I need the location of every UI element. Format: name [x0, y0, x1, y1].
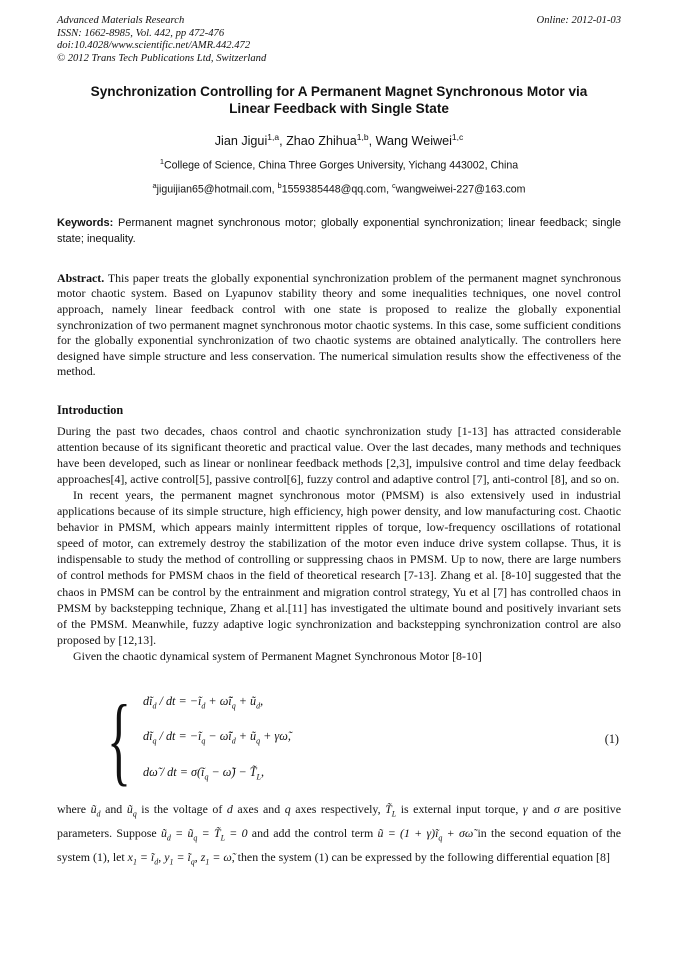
equation-line-2: $dĩ_q$ / dt = $-ĩ_q$ − $\omegãĩ_d$ + $ũ_q$ + γω̃, [143, 729, 291, 746]
paper-title: Synchronization Controlling for A Permanent Magnet Synchronous Motor via Linear Feedback with Single State [90, 83, 588, 117]
intro-paragraph-2: In recent years, the permanent magnet synchronous motor (PMSM) is also extensively used in industrial applications because of its simple structure, high efficiency, high power density, and low manufacturing cost. Chaotic behavior in PMSM, which appears mainly intermittent ripples of torque, low-frequency oscillations of rotational speed of motor, can extremely destroy the stabilization of the motor even induce drive system collapse. Thus, it is indispensable to study the method of controlling or suppressing chaos in PMSM. Up to now, there are large numbers of control methods for PMSM chaos in the field of theoretical research [7-13]. Zhang et al. [8-10] suggested that the chaos in PMSM can be control by the entrainment and migration control strategy, Yu et al [7] has controlled chaos in PMSM by backstepping technique, Zhang et al.[11] has investigated the ultimate bound and positively invariant sets of the PMSM. Meanwhile, fuzzy adaptive logic synchronization and backstepping synchronization control are also proposed by [12,13]. [57, 488, 621, 647]
equation-block [95, 683, 621, 795]
equation-number: (1) [604, 731, 619, 746]
doi-line: doi:10.4028/www.scientific.net/AMR.442.472 [57, 40, 251, 52]
abstract-label: Abstract. [57, 270, 105, 285]
equation-line-1: $dĩ_d$ / dt = $-ĩ_d$ + $\omegãĩ_q$ + $ũ_d$, [143, 693, 264, 711]
journal-name: Advanced Materials Research [57, 15, 185, 26]
issn-line: ISSN: 1662-8985, Vol. 442, pp 472-476 [57, 27, 225, 39]
authors-line: Jian Jigui$^{1,a}$, Zhao Zhihua$^{1,b}$, Wang Weiwei$^{1,c}$ [214, 132, 464, 149]
emails-line: $^a$jiguijian65@hotmail.com, $^b$1559385448@qq.com, $^c$wangweiwei-227@163.com [152, 180, 526, 196]
abstract-paragraph [57, 271, 621, 380]
equation-left-brace: { [107, 683, 131, 795]
copyright-line: © 2012 Trans Tech Publications Ltd, Switzerland [57, 53, 267, 65]
journal-header [57, 15, 621, 66]
keywords-label: Keywords: [57, 217, 114, 230]
keywords-text: Permanent magnet synchronous motor; globally exponential synchronization; linear feedback; single state; inequality. [57, 217, 621, 245]
abstract-text: This paper treats the globally exponential synchronization problem of the permanent magnet synchronous motor chaotic system. Based on Lyapunov stability theory and some inequalities techniques, one novel control approach, namely linear feedback control with one state is proposed to realize the globally exponential synchronization of two permanent magnet synchronous motor chaotic systems. In this case, some sufficient conditions for the globally exponential synchronization of two chaotic systems are obtained analytically. The controllers here designed have simple structure and less conservation. The numerical simulation results show the effectiveness of the method. [57, 270, 621, 379]
after-equation-paragraph: where $ũ_d$ and $ũ_q$ is the voltage of d axes and q axes respectively, $T̃_L$ is external input torque, γ and σ are positive parameters. Suppose $ũ_d$ = $ũ_q$ = $T̃_L = 0$ and add the control term ũ = $(1 + \gamma)ĩ_q$ + σω̃ in the second equation of the system (1), let $x_1$ = $ĩ_d$, $y_1$ = $ĩ_q$, $z_1$ = ω̃, then the system (1) can be expressed by the following differential equation [8] [57, 802, 621, 867]
intro-paragraph-3: Given the chaotic dynamical system of Permanent Magnet Synchronous Motor [8-10] [73, 648, 482, 663]
section-heading-introduction: Introduction [57, 402, 124, 417]
keywords-paragraph [57, 216, 621, 246]
equation-line-3: dω̃ / dt = $\sigma(ĩ_q$ − ω̃) − $T̃_L$, [143, 764, 265, 782]
affiliation-line: $^1$College of Science, China Three Gorges University, Yichang 443002, China [159, 157, 519, 172]
online-date: Online: 2012-01-03 [536, 15, 621, 26]
intro-paragraph-1: During the past two decades, chaos control and chaotic synchronization study [1-13] has attracted considerable attention because of its significant theoretic and practical value. Over the last decades, many methods and techniques have been developed, such as linear or nonlinear feedback methods [2,3], impulsive control and time delay feedback approaches[4], active control[5], passive control[6], fuzzy control and adaptive control [7], anti-control [8], and so on. [57, 423, 621, 487]
journal-header-left [57, 15, 266, 66]
equation-lines [143, 686, 291, 792]
